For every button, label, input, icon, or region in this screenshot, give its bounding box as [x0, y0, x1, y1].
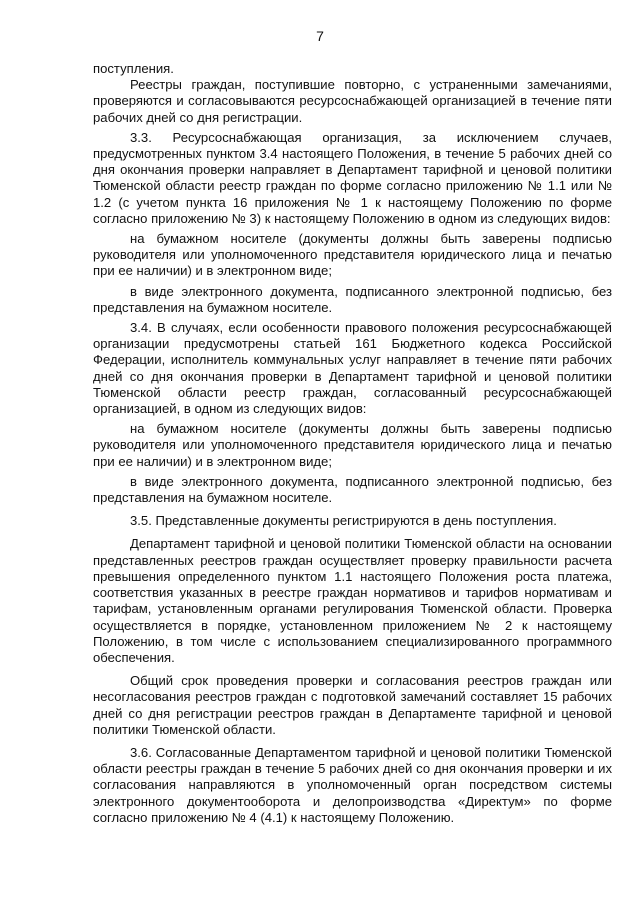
document-body [93, 61, 612, 826]
paragraph-3-4-paper-form: на бумажном носителе (документы должны быть заверены подписью руководителя или уполномоченного представителя юридического лица и печатью при ее наличии) и в электронном виде; [93, 421, 612, 469]
paragraph-3-4: 3.4. В случаях, если особенности правового положения ресурсоснабжающей организации предусмотрены статьей 161 Бюджетного кодекса Российской Федерации, исполнитель коммунальных услуг направляет в течение пяти рабочих дней со дня окончания проверки в Департамент тарифной и ценовой политики Тюменской области реестр граждан, согласованный ресурсоснабжающей организацией, в одном из следующих видов: [93, 320, 612, 417]
paragraph-3-3: 3.3. Ресурсоснабжающая организация, за исключением случаев, предусмотренных пунктом 3.4 настоящего Положения, в течение 5 рабочих дней со дня окончания проверки направляет в Департамент тарифной и ценовой политики Тюменской области реестр граждан по форме согласно приложению № 1.1 или № 1.2 (с учетом пункта 16 приложения № 1 к настоящему Положению по форме согласно приложению № 3) к настоящему Положению в одном из следующих видов: [93, 129, 612, 226]
paragraph-department-check: Департамент тарифной и ценовой политики Тюменской области на основании представленных реестров граждан осуществляет проверку правильности расчета превышения определенного пунктом 1.1 настоящего Положения роста платежа, соответствия указанных в реестре граждан нормативов и тарифов нормативам и тарифам, установленным органами регулирования Тюменской области. Проверка осуществляется в порядке, установленном приложением № 2 к настоящему Положению, в том числе с использованием специализированного программного обеспечения. [93, 536, 612, 665]
paragraph-resubmitted-registers: Реестры граждан, поступившие повторно, с устраненными замечаниями, проверяются и согласовываются ресурсоснабжающей организацией в течение пяти рабочих дней со дня регистрации. [93, 77, 612, 125]
page-number: 7 [316, 28, 324, 44]
paragraph-3-3-electronic-form: в виде электронного документа, подписанного электронной подписью, без представления на бумажном носителе. [93, 283, 612, 315]
paragraph-3-4-electronic-form: в виде электронного документа, подписанного электронной подписью, без представления на бумажном носителе. [93, 473, 612, 506]
paragraph-check-term: Общий срок проведения проверки и согласования реестров граждан или несогласования реестров граждан с подготовкой замечаний составляет 15 рабочих дней со дня регистрации реестров граждан в Департаменте тарифной и ценовой политики Тюменской области. [93, 673, 612, 737]
paragraph-continuation: поступления. [93, 61, 174, 76]
paragraph-3-6: 3.6. Согласованные Департаментом тарифной и ценовой политики Тюменской области реестры граждан в течение 5 рабочих дней со дня окончания проверки и их согласования направляются в уполномоченный орган посредством системы электронного документооборота и делопроизводства «Директум» по форме согласно приложению № 4 (4.1) к настоящему Положению. [93, 744, 612, 825]
paragraph-3-3-paper-form: на бумажном носителе (документы должны быть заверены подписью руководителя или уполномоченного представителя юридического лица и печатью при ее наличии) и в электронном виде; [93, 231, 612, 279]
paragraph-3-5: 3.5. Представленные документы регистрируются в день поступления. [130, 513, 557, 529]
